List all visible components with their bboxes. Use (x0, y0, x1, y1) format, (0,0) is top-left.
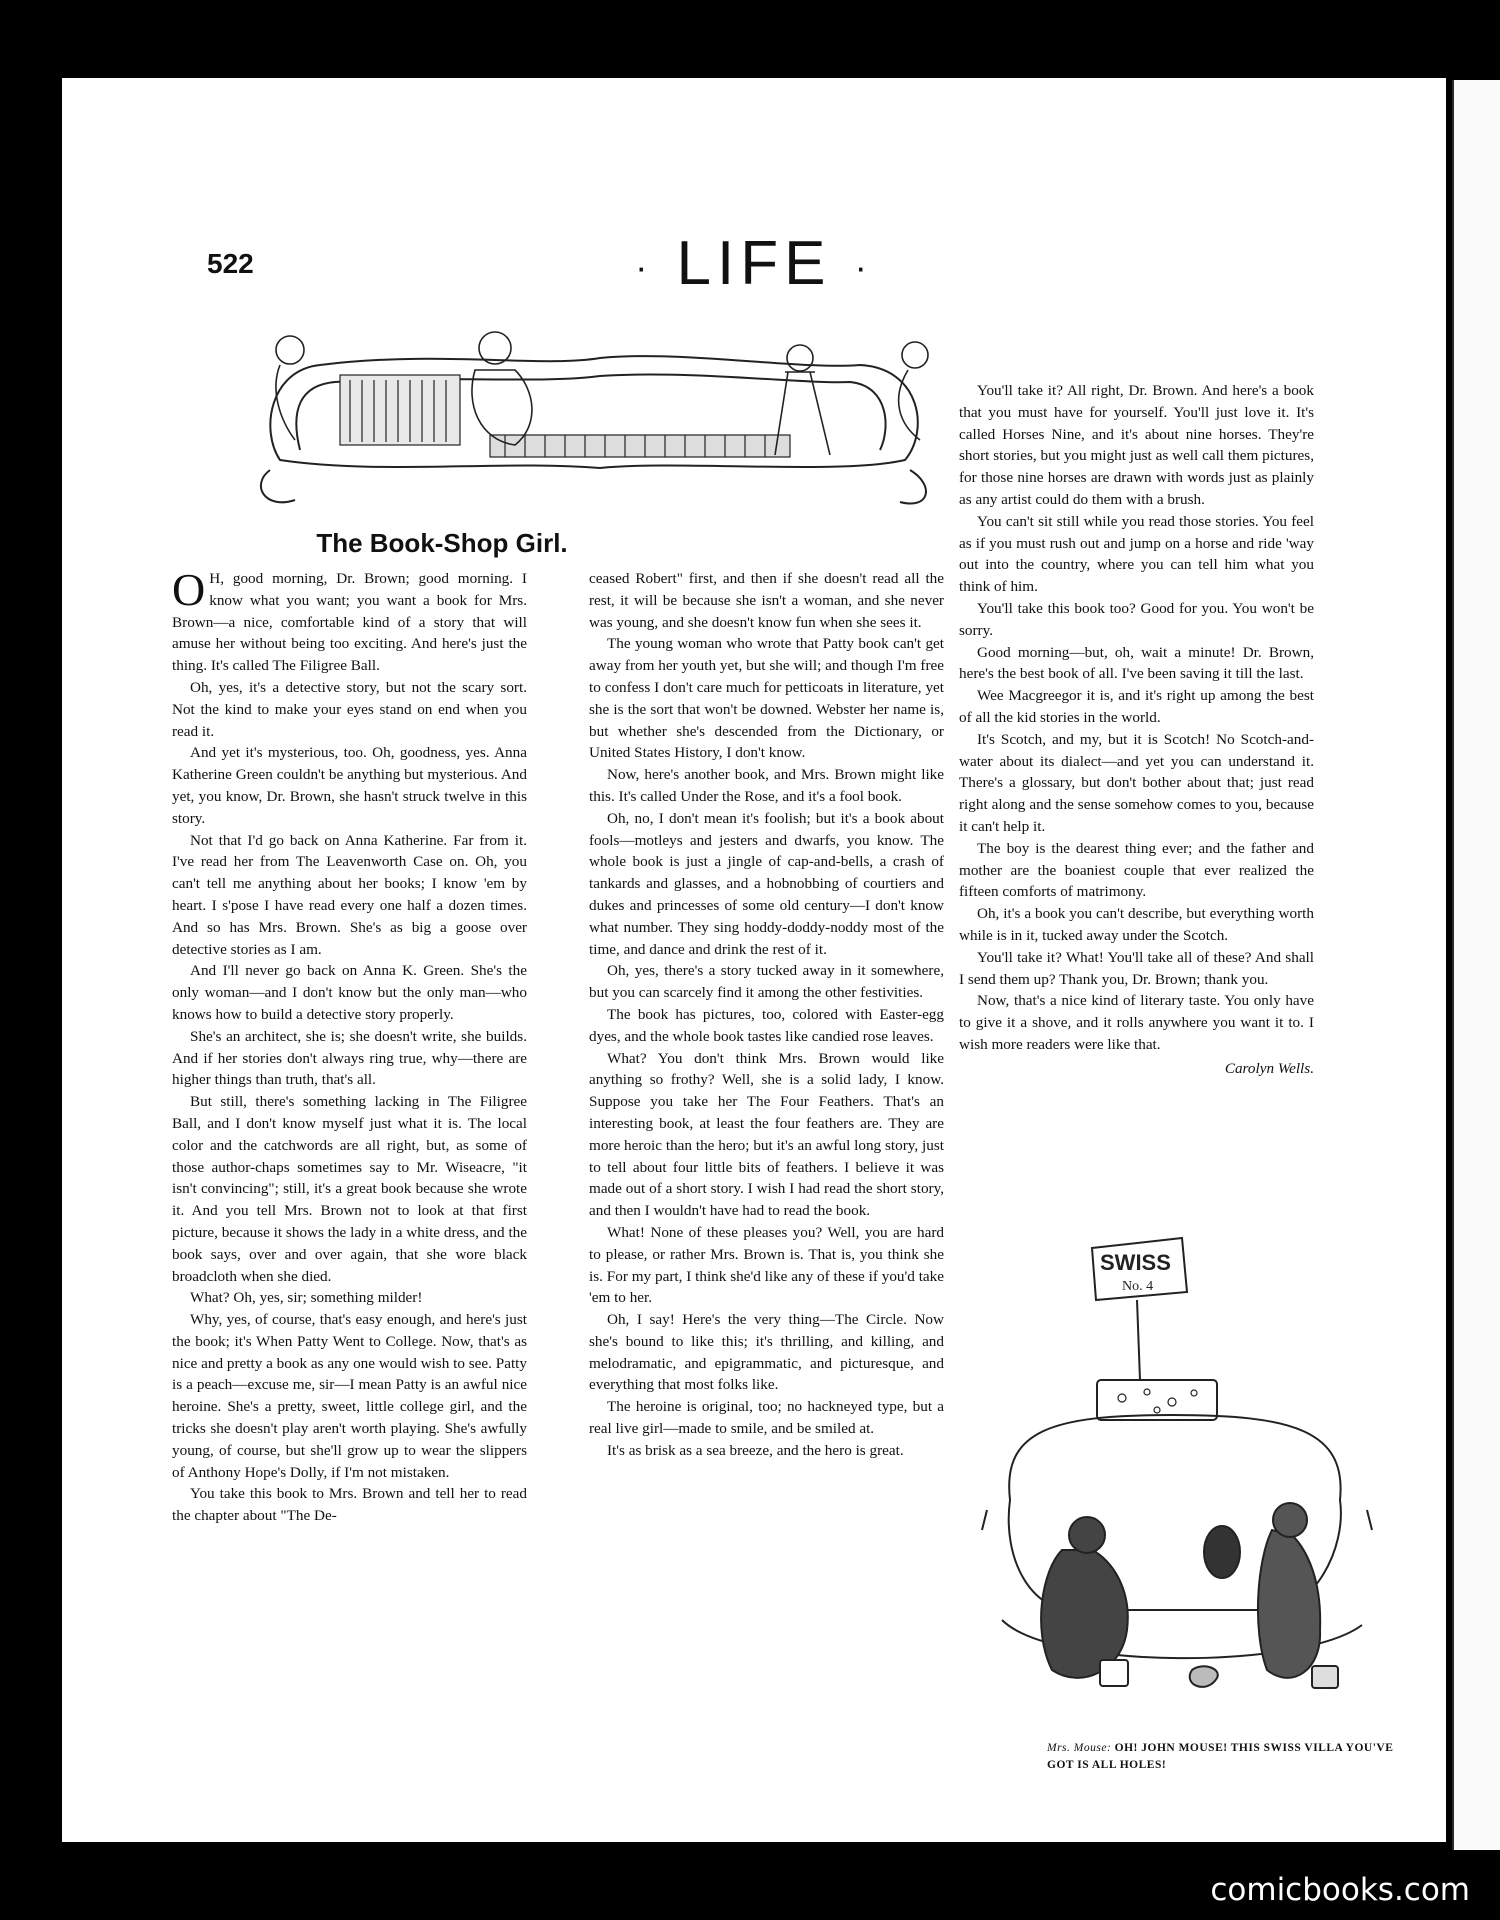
page-number: 522 (207, 248, 254, 279)
paragraph: The boy is the dearest thing ever; and the father and mother are the boaniest couple that ever realized the fifteen comforts of matrimony. (959, 839, 1314, 901)
paragraph: The book has pictures, too, colored with Easter-egg dyes, and the whole book tastes like candied rose leaves. (589, 1005, 944, 1045)
masthead-dot-left: · (635, 246, 654, 288)
paragraph: Oh, I say! Here's the very thing—The Circle. Now she's bound to like this; it's thrilling, and killing, and melodramatic, and epigrammatic, and picturesque, and everything that most folks like. (589, 1311, 944, 1394)
paragraph: Oh, it's a book you can't describe, but everything worth while is in it, tucked away under the Scotch. (959, 905, 1314, 944)
paragraph: Not that I'd go back on Anna Katherine. Far from it. I've read her from The Leavenworth Case on. Oh, you can't tell me anything about her books; I know 'em by heart. I s'pose I have read every one half a dozen times. And so has Mrs. Brown. She's as big a goose over detective stories as I am. (172, 831, 527, 958)
paragraph: Oh, yes, there's a story tucked away in it somewhere, but you can scarcely find it among the other festivities. (589, 962, 944, 1002)
paragraph: It's Scotch, and my, but it is Scotch! No Scotch-and-water about its dialect—and yet you can understand it. There's a glossary, but don't bother about that; just read right along and the sense somehow comes to you, because it can't help it. (959, 730, 1314, 835)
drop-cap: O (172, 564, 206, 615)
author-signature: Carolyn Wells. (1224, 1059, 1314, 1077)
cartoon-caption (1047, 1740, 1407, 1774)
mice-cartoon-illustration (972, 1230, 1402, 1730)
paragraph: Now, that's a nice kind of literary taste. You only have to give it a shove, and it rolls anywhere you want it to. I wish more readers were like that. (959, 992, 1314, 1053)
paragraph: Why, yes, of course, that's easy enough, and here's just the book; it's When Patty Went to College. Now, that's as nice and pretty a book as any one would wish to see. Patty is a peach—excuse me, sir—I mean Patty is an awful nice heroine. She's a pretty, sweet, little college girl, and the tricks she doesn't play aren't worth playing. She's awfully young, of course, but she'll grow up to wear the slippers of Anthony Hope's Dolly, if I'm not mistaken. (172, 1311, 527, 1481)
paragraph: Oh, no, I don't mean it's foolish; but it's a book about fools—motleys and jesters and dwarfs, you know. The whole book is just a jingle of cap-and-bells, a crash of tankards and glasses, and a hobnobbing of courtiers and dukes and princesses of some old century—I don't know what number. They sing hoddy-doddy-noddy most of the time, and dance and drink the rest of it. (589, 809, 944, 958)
paragraph: You'll take this book too? Good for you. You won't be sorry. (959, 599, 1314, 639)
paragraph: The heroine is original, too; no hackneyed type, but a real live girl—made to smile, and be smiled at. (589, 1398, 944, 1438)
paragraph: What! None of these pleases you? Well, you are hard to please, or rather Mrs. Brown is. That is, you think she is. For my part, I think she'd like any of these if you'd take 'em to her. (589, 1223, 944, 1307)
caption-text: OH! JOHN MOUSE! THIS SWISS VILLA YOU'VE GOT IS ALL HOLES! (1047, 1742, 1394, 1771)
paragraph: It's as brisk as a sea breeze, and the hero is great. (607, 1441, 904, 1459)
paragraph: You take this book to Mrs. Brown and tell her to read the chapter about "The De- (172, 1485, 527, 1525)
paragraph-text: H, good morning, Dr. Brown; good morning. I know what you want; you want a book for Mrs. Brown—a nice, comfortable kind of a story that will amuse her without being too exciting. And here's just the thing. It's called The Filigree Ball. (172, 570, 527, 675)
paragraph: You'll take it? What! You'll take all of these? And shall I send them up? Thank you, Dr. Brown; thank you. (959, 948, 1314, 988)
paragraph: She's an architect, she is; she doesn't write, she builds. And if her stories don't always ring true, why—there are higher things than truth, that's all. (172, 1027, 527, 1089)
site-watermark: comicbooks.com (1210, 1872, 1470, 1908)
cheese-sign-line1: SWISS (1100, 1250, 1171, 1275)
masthead (62, 228, 1446, 299)
paragraph: ceased Robert" first, and then if she doesn't read all the rest, it will be because she isn't a woman, and she never was young, and she doesn't know fun when she sees it. (589, 570, 944, 631)
paragraph: What? Oh, yes, sir; something milder! (190, 1289, 423, 1307)
paragraph: And I'll never go back on Anna K. Green. She's the only woman—and I don't know but the only man—who knows how to build a detective story properly. (172, 962, 527, 1023)
cheese-sign-line2: No. 4 (1122, 1279, 1154, 1294)
paragraph: But still, there's something lacking in The Filigree Ball, and I don't know myself just what it is. The local color and the catchwords are all right, but, as some of those author-chaps sometimes say to Mr. Wiseacre, "it isn't convincing"; still, it's a great book because she wrote it. And you tell Mrs. Brown not to look at that first picture, because it shows the lady in a white dress, and the book says, over and over again, that she wore black broadcloth when she died. (172, 1093, 527, 1285)
masthead-title: LIFE (676, 229, 832, 298)
article-column-3 (959, 380, 1314, 1080)
paragraph (172, 564, 527, 677)
paragraph: You'll take it? All right, Dr. Brown. And here's a book that you must have for yourself. You'll just love it. It's called Horses Nine, and it's about nine horses. They're short stories, but you might just as well call them pictures, for those nine horses are drawn with words just as plainly as any artist could do them with a brush. (959, 382, 1314, 508)
paragraph: Now, here's another book, and Mrs. Brown might like this. It's called Under the Rose, and it's a fool book. (589, 766, 944, 805)
article-title: The Book-Shop Girl. (316, 528, 568, 558)
article-column-2 (589, 568, 944, 1462)
adjacent-page-edge (1452, 80, 1500, 1850)
paragraph: And yet it's mysterious, too. Oh, goodness, yes. Anna Katherine Green couldn't be anything but mysterious. And yet, you know, Dr. Brown, she hasn't struck twelve in this story. (172, 744, 527, 827)
bookshop-header-illustration (240, 310, 960, 520)
paragraph: You can't sit still while you read those stories. You feel as if you must rush out and jump on a horse and ride 'way out into the country, where you can tell him what you think of him. (959, 512, 1314, 596)
caption-speaker: Mrs. Mouse: (1047, 1742, 1112, 1754)
paragraph: Wee Macgreegor it is, and it's right up among the best of all the kid stories in the world. (959, 687, 1314, 726)
paragraph: The young woman who wrote that Patty book can't get away from her youth yet, but she will; and though I'm free to confess I don't care much for petticoats in literature, yet she is the sort that won't be downed. Webster her name is, but whether she's descended from the Dictionary, or United States History, I don't know. (589, 635, 944, 762)
article-column-1 (172, 564, 527, 1527)
masthead-dot-right: · (854, 246, 873, 288)
magazine-page (62, 78, 1446, 1842)
paragraph: Oh, yes, it's a detective story, but not the scary sort. Not the kind to make your eyes stand on end when you read it. (172, 678, 527, 740)
paragraph: Good morning—but, oh, wait a minute! Dr. Brown, here's the best book of all. I've been saving it till the last. (959, 643, 1314, 683)
paragraph: What? You don't think Mrs. Brown would like anything so frothy? Well, she is a solid lady, I know. Suppose you take her The Four Feathers. That's an interesting book, at least the four feathers are. They are more heroic than the hero; but it's an awful long story, just to tell about four little bits of feathers. I believe it was made out of a short story. I wish I had read the short story, and then I wouldn't have had to read the book. (589, 1049, 944, 1220)
